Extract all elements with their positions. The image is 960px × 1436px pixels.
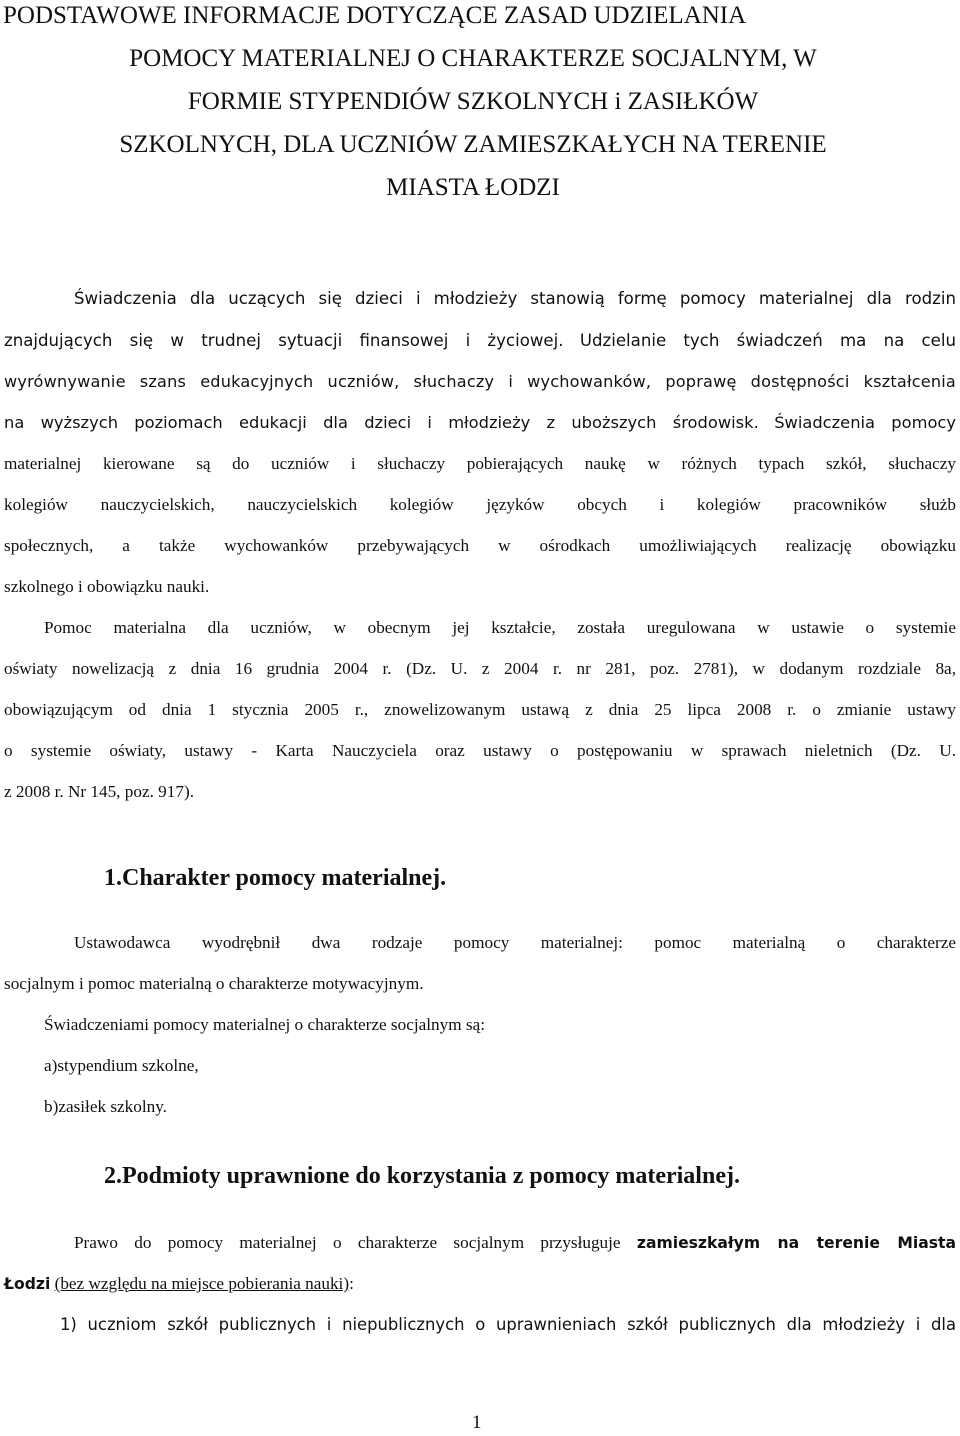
intro-line-7: społecznych, a także wychowanków przebywających w ośrodkach umożliwiających realizację obowiązku	[4, 536, 956, 555]
section-2-title: Podmioty uprawnione do korzystania z pomocy materialnej.	[122, 1163, 740, 1189]
title-line: FORMIE STYPENDIÓW SZKOLNYCH i ZASIŁKÓW	[187, 88, 759, 115]
section-2-line-3: 1) uczniom szkół publicznych i niepublicznych o uprawnieniach szkół publicznych dla młodzieży i dla	[60, 1315, 956, 1334]
page-number: 1	[472, 1412, 482, 1433]
document-title	[3, 0, 943, 209]
intro-line-5: materialnej kierowane są do uczniów i słuchaczy pobierających naukę w różnych typach szkół, słuchaczy	[4, 454, 956, 473]
section-2-line-1-bold: zamieszkałym na terenie Miasta	[636, 1234, 957, 1252]
intro-line-1: Świadczenia dla uczących się dzieci i młodzieży stanowią formę pomocy materialnej dla rodzin	[74, 289, 956, 308]
intro-line-2	[4, 330, 956, 352]
section-1-line-2: socjalnym i pomoc materialną o charakterze motywacyjnym.	[4, 974, 424, 993]
section-1-title: Charakter pomocy materialnej.	[122, 865, 447, 891]
section-2-number: 2.	[104, 1163, 122, 1189]
title-line: POMOCY MATERIALNEJ O CHARAKTERZE SOCJALNYM, W	[129, 45, 817, 72]
intro-line-3: wyrównywanie szans edukacyjnych uczniów, słuchaczy i wychowanków, poprawę dostępności kształcenia	[4, 372, 956, 391]
intro-line-8: szkolnego i obowiązku nauki.	[4, 577, 210, 596]
intro-line-4	[4, 412, 956, 434]
section-2-line-2-colon: :	[349, 1274, 354, 1293]
section-1-heading	[104, 864, 446, 892]
section-2-line-1	[74, 1232, 956, 1254]
section-2-line-2-underlined: (bez względu na miejsce pobierania nauki)	[54, 1274, 350, 1293]
list-item: a)stypendium szkolne,	[44, 1056, 199, 1075]
title-line: PODSTAWOWE INFORMACJE DOTYCZĄCE ZASAD UDZIELANIA	[3, 2, 747, 29]
intro-line-2-part-b: Udzielanie tych świadczeń ma na celu	[579, 331, 956, 350]
section-2-line-1-part-a: Prawo do pomocy materialnej o charakterze socjalnym przysługuje	[74, 1233, 621, 1252]
title-line: SZKOLNYCH, DLA UCZNIÓW ZAMIESZKAŁYCH NA TERENIE	[119, 131, 827, 158]
intro-line-6: kolegiów nauczycielskich, nauczycielskich kolegiów języków obcych i kolegiów pracowników służb	[4, 495, 956, 514]
law-line-1: Pomoc materialna dla uczniów, w obecnym jej kształcie, została uregulowana w ustawie o systemie	[44, 618, 956, 637]
section-2-line-2	[4, 1273, 956, 1295]
intro-line-4-part-b: Świadczenia pomocy	[774, 413, 956, 432]
section-2-heading	[104, 1162, 740, 1190]
law-line-4: o systemie oświaty, ustawy - Karta Nauczyciela oraz ustawy o postępowaniu w sprawach nieletnich (Dz. U.	[4, 741, 956, 760]
intro-line-2-part-a: znajdujących się w trudnej sytuacji finansowej i życiowej.	[4, 331, 564, 350]
section-1-number: 1.	[104, 865, 122, 891]
title-line: MIASTA ŁODZI	[386, 174, 560, 201]
section-1-line-1: Ustawodawca wyodrębnił dwa rodzaje pomocy materialnej: pomoc materialną o charakterze	[74, 933, 956, 952]
section-1-line-3: Świadczeniami pomocy materialnej o charakterze socjalnym są:	[44, 1015, 485, 1034]
law-line-3: obowiązującym od dnia 1 stycznia 2005 r., znowelizowanym ustawą z dnia 25 lipca 2008 r. o zmianie ustawy	[4, 700, 956, 719]
list-item: b)zasiłek szkolny.	[44, 1097, 167, 1116]
section-2-line-2-bold: Łodzi	[4, 1275, 51, 1293]
intro-line-4-part-a: na wyższych poziomach edukacji dla dzieci i młodzieży z uboższych środowisk.	[4, 413, 759, 432]
law-line-5: z 2008 r. Nr 145, poz. 917).	[4, 782, 194, 801]
law-line-2: oświaty nowelizacją z dnia 16 grudnia 2004 r. (Dz. U. z 2004 r. nr 281, poz. 2781), w dodanym rozdziale 8a,	[4, 659, 956, 678]
